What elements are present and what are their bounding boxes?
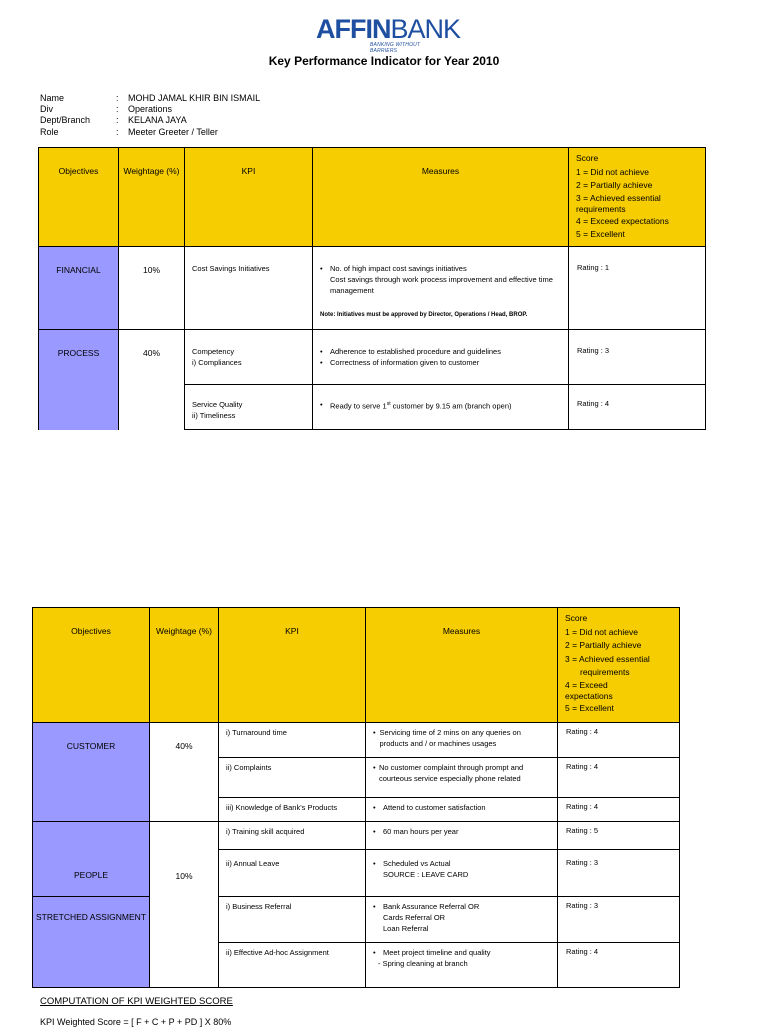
kpi-table-1 <box>38 147 706 430</box>
score-3: 3 = Achieved essential requirements <box>576 192 661 214</box>
info-label: Name <box>40 93 65 103</box>
score-4: 4 = Exceed <box>565 679 608 690</box>
rating-people-training: Rating : 5 <box>558 822 680 850</box>
measure-note: Note: Initiatives must be approved by Director, Operations / Head, BROP. <box>320 312 528 318</box>
weight-stretched <box>150 897 219 988</box>
kpi-table-2 <box>32 607 680 988</box>
measure-text-a: Ready to serve 1 <box>330 401 387 411</box>
info-value: KELANA JAYA <box>128 115 187 126</box>
employee-info <box>40 93 260 138</box>
info-row-name <box>40 93 260 104</box>
score-title: Score <box>576 153 599 163</box>
measure-text: - Spring cleaning at branch <box>378 959 468 968</box>
header-weightage: Weightage (%) <box>119 148 185 247</box>
kpi-process-competency <box>185 330 313 385</box>
rating-customer-turnaround: Rating : 4 <box>558 723 680 758</box>
objective-financial: FINANCIAL <box>39 247 119 330</box>
measure-text: Correctness of information given to customer <box>330 358 480 367</box>
table-row-stretched-1 <box>33 897 680 943</box>
rating-stretched-adhoc: Rating : 4 <box>558 943 680 988</box>
header-score <box>558 608 680 723</box>
measures-stretched-referral <box>366 897 558 943</box>
bullet-icon: • <box>373 948 376 957</box>
info-label: Dept/Branch <box>40 115 91 126</box>
measure-text: Scheduled vs Actual <box>383 859 451 868</box>
info-row-div <box>40 104 260 115</box>
measure-text-b: customer by 9.15 am (branch open) <box>390 401 512 411</box>
kpi-financial: Cost Savings Initiatives <box>185 247 313 330</box>
table-row-customer-1 <box>33 723 680 758</box>
header-score <box>569 148 706 247</box>
info-row-dept <box>40 115 260 126</box>
score-4: 4 = Exceed expectations <box>576 215 669 226</box>
bullet-icon: • <box>373 859 376 868</box>
score-3: 3 = Achieved essential <box>565 653 650 664</box>
kpi-customer-knowledge: iii) Knowledge of Bank's Products <box>219 798 366 822</box>
measures-customer-turnaround <box>366 723 558 758</box>
info-label: Div <box>40 104 53 115</box>
table-row-process-1 <box>39 330 706 385</box>
kpi-text: Service Quality <box>192 400 243 409</box>
rating-process-competency: Rating : 3 <box>569 330 706 385</box>
objective-stretched: STRETCHED ASSIGNMENT <box>33 897 150 988</box>
info-label: Role <box>40 126 59 137</box>
table-row-people-1 <box>33 822 680 850</box>
bullet-icon: • <box>320 358 323 367</box>
rating-financial: Rating : 1 <box>569 247 706 330</box>
measures-customer-knowledge <box>366 798 558 822</box>
rating-customer-knowledge: Rating : 4 <box>558 798 680 822</box>
kpi-customer-complaints: ii) Complaints <box>219 758 366 798</box>
bullet-icon: • <box>320 264 323 273</box>
header-objectives: Objectives <box>33 608 150 723</box>
kpi-stretched-adhoc: ii) Effective Ad-hoc Assignment <box>219 943 366 988</box>
header-measures: Measures <box>313 148 569 247</box>
score-title: Score <box>565 613 588 623</box>
bullet-icon: • <box>373 827 376 836</box>
objective-customer: CUSTOMER <box>33 723 150 822</box>
measure-text: Adherence to established procedure and guidelines <box>330 347 501 356</box>
header-measures: Measures <box>366 608 558 723</box>
bullet-icon: • <box>373 803 376 812</box>
score-1: 1 = Did not achieve <box>576 166 650 177</box>
info-value: Operations <box>128 104 173 115</box>
logo-tagline: BANKING WITHOUT BARRIERS <box>370 42 421 54</box>
measure-text: Attend to customer satisfaction <box>383 803 486 812</box>
measures-financial <box>313 247 569 330</box>
rating-process-service: Rating : 4 <box>569 385 706 430</box>
score-4-cont: expectations <box>565 690 613 701</box>
score-5: 5 = Excellent <box>576 229 625 239</box>
rating-customer-complaints: Rating : 4 <box>558 758 680 798</box>
measure-text: No. of high impact cost savings initiatives <box>330 264 467 273</box>
kpi-stretched-referral: i) Business Referral <box>219 897 366 943</box>
affin-bank-logo <box>316 14 461 54</box>
measure-text: Servicing time of 2 mins on any queries on products and / or machines usages <box>379 728 521 748</box>
measure-text: No customer complaint through prompt and courteous service especially phone related <box>378 763 524 783</box>
kpi-process-service <box>185 385 313 430</box>
score-2: 2 = Partially achieve <box>576 180 653 190</box>
info-sep: : <box>116 126 119 137</box>
objective-process: PROCESS <box>39 330 119 430</box>
info-value: MOHD JAMAL KHIR BIN ISMAIL <box>128 93 261 103</box>
kpi-customer-turnaround: i) Turnaround time <box>219 723 366 758</box>
page-title: Key Performance Indicator for Year 2010 <box>268 54 500 68</box>
computation-formula: KPI Weighted Score = [ F + C + P + PD ] X 80% <box>40 1017 232 1027</box>
measures-people-training <box>366 822 558 850</box>
kpi-text: ii) Timeliness <box>192 411 236 420</box>
kpi-text: i) Compliances <box>192 358 242 367</box>
measure-text: Meet project timeline and quality <box>383 948 491 957</box>
measures-people-leave <box>366 850 558 897</box>
score-2: 2 = Partially achieve <box>565 640 642 650</box>
objective-people: PEOPLE <box>33 822 150 897</box>
measure-text: 60 man hours per year <box>383 827 459 836</box>
table-row-financial <box>39 247 706 330</box>
table-header-row <box>33 608 680 723</box>
measure-text: Loan Referral <box>383 924 429 933</box>
bullet-icon: • <box>320 347 323 356</box>
measures-process-service <box>313 385 569 430</box>
info-sep: : <box>116 104 119 115</box>
computation-title: COMPUTATION OF KPI WEIGHTED SCORE <box>40 996 233 1007</box>
measures-stretched-adhoc <box>366 943 558 988</box>
header-kpi: KPI <box>219 608 366 723</box>
measure-text: Cost savings through work process improvement and effective time management <box>330 275 553 295</box>
info-value: Meeter Greeter / Teller <box>128 126 218 137</box>
measure-text <box>330 399 512 412</box>
logo-brand-bold: AFFIN <box>316 14 391 44</box>
rating-people-leave: Rating : 3 <box>558 850 680 897</box>
weight-people: 10% <box>150 822 219 897</box>
weight-customer: 40% <box>150 723 219 822</box>
measure-text: Bank Assurance Referral OR <box>383 902 480 911</box>
info-sep: : <box>116 115 119 126</box>
header-objectives: Objectives <box>39 148 119 247</box>
bullet-icon: • <box>373 763 376 772</box>
measure-text: Cards Referral OR <box>383 913 446 922</box>
header-kpi: KPI <box>185 148 313 247</box>
score-3-cont: requirements <box>580 667 630 677</box>
measures-process-competency <box>313 330 569 385</box>
bullet-icon: • <box>373 902 376 911</box>
kpi-people-leave: ii) Annual Leave <box>219 850 366 897</box>
measure-text: SOURCE : LEAVE CARD <box>383 870 469 879</box>
rating-stretched-referral: Rating : 3 <box>558 897 680 943</box>
bullet-icon: • <box>373 728 376 737</box>
score-5: 5 = Excellent <box>565 702 614 713</box>
measures-customer-complaints <box>366 758 558 798</box>
weight-financial: 10% <box>119 247 185 330</box>
info-sep: : <box>116 93 119 103</box>
kpi-people-training: i) Training skill acquired <box>219 822 366 850</box>
table-header-row <box>39 148 706 247</box>
info-row-role <box>40 127 260 138</box>
header-weightage: Weightage (%) <box>150 608 219 723</box>
score-1: 1 = Did not achieve <box>565 626 639 637</box>
bullet-icon: • <box>320 400 323 409</box>
kpi-text: Competency <box>192 347 235 356</box>
weight-process: 40% <box>119 330 185 430</box>
logo-brand-lite: BANK <box>390 14 461 44</box>
measure-sup: st <box>386 401 391 407</box>
